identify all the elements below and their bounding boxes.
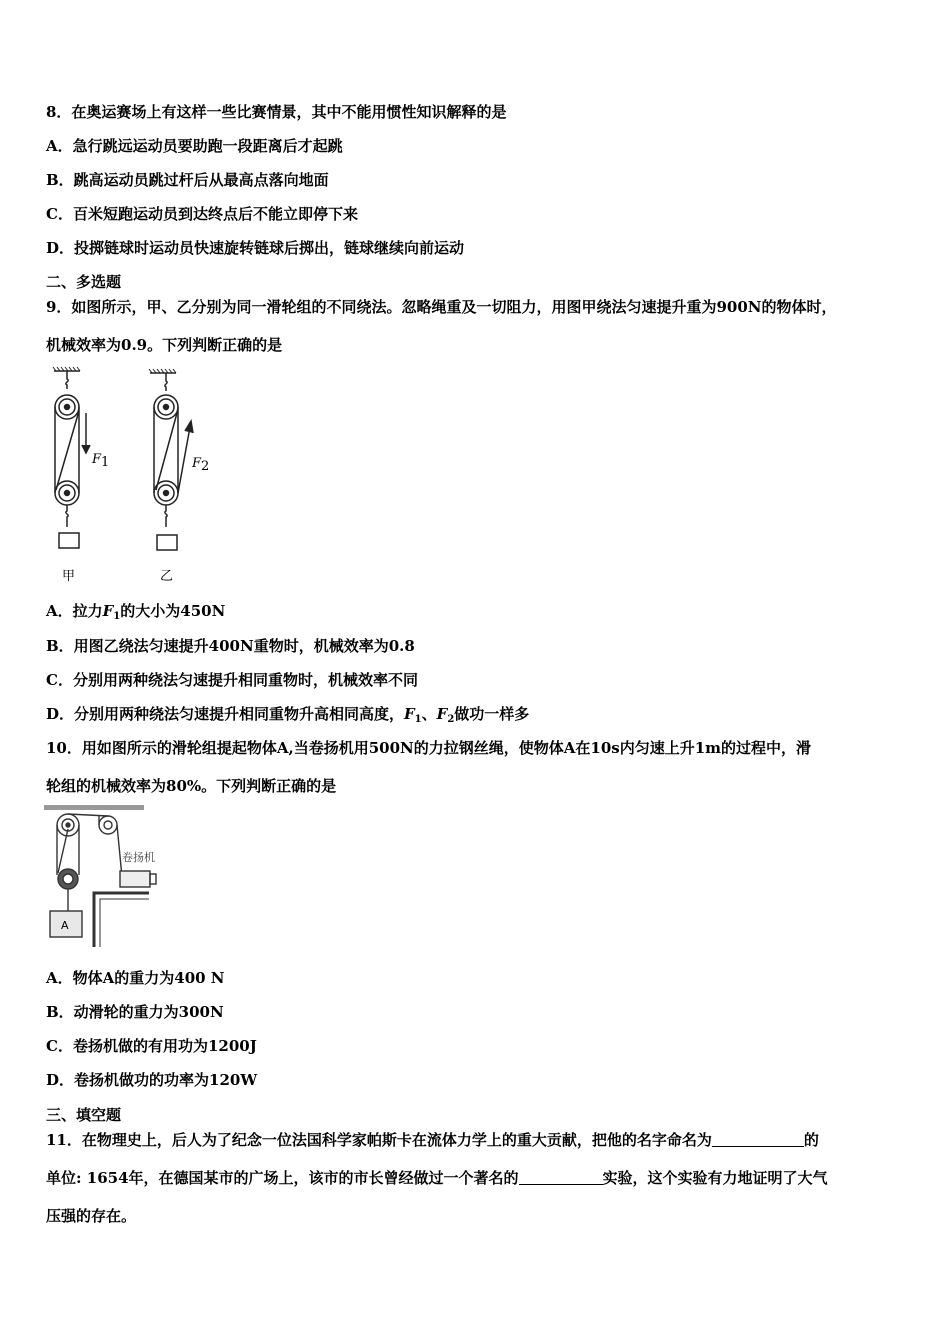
q9-option-b: B．用图乙绕法匀速提升400N重物时，机械效率为0.8 bbox=[46, 637, 415, 655]
q10-option-b: B．动滑轮的重力为300N bbox=[46, 1003, 224, 1021]
q10-option-a: A．物体A的重力为400 N bbox=[46, 969, 225, 987]
q8-option-b: B．跳高运动员跳过杆后从最高点落向地面 bbox=[46, 171, 329, 189]
q9-option-c: C．分别用两种绕法匀速提升相同重物时，机械效率不同 bbox=[46, 671, 418, 689]
q11-line1-post: 的 bbox=[803, 1131, 819, 1149]
q9-option-a-sub: 1 bbox=[113, 611, 121, 622]
q9-option-d-post: 做功一样多 bbox=[454, 705, 530, 723]
q9-stem-line2: 机械效率为0.9。下列判断正确的是 bbox=[46, 336, 283, 354]
q9-option-d-f1: F bbox=[404, 705, 415, 723]
q9-option-a-post: 的大小为450N bbox=[120, 602, 226, 620]
q8-option-d: D．投掷链球时运动员快速旋转链球后掷出，链球继续向前运动 bbox=[46, 239, 465, 257]
section-fill-in: 三、填空题 bbox=[46, 1106, 122, 1124]
q9-option-d bbox=[46, 704, 529, 730]
q9-option-d-pre: D．分别用两种绕法匀速提升相同重物升高相同高度， bbox=[46, 705, 405, 723]
q9-label-jia: 甲 bbox=[62, 569, 76, 584]
q11-line1-pre: 11．在物理史上，后人为了纪念一位法国科学家帕斯卡在流体力学上的重大贡献，把他的名字命名为 bbox=[46, 1131, 712, 1149]
q11-line3: 压强的存在。 bbox=[46, 1207, 137, 1225]
q9-option-a-pre: A．拉力 bbox=[46, 602, 103, 620]
q11-line1 bbox=[46, 1130, 819, 1150]
q11-line2-post: 实验，这个实验有力地证明了大气 bbox=[602, 1169, 828, 1187]
q10-stem-line1: 10．用如图所示的滑轮组提起物体A,当卷扬机用500N的力拉钢丝绳，使物体A在10s内匀速上升1m的过程中，滑 bbox=[46, 739, 812, 757]
q9-option-d-sep: 、 bbox=[421, 705, 437, 723]
q10-stem-line2: 轮组的机械效率为80%。下列判断正确的是 bbox=[46, 777, 337, 795]
q10-option-d: D．卷扬机做功的功率为120W bbox=[46, 1071, 258, 1089]
q9-f1-label: F bbox=[92, 452, 102, 467]
q9-option-d-f2: F bbox=[436, 705, 448, 723]
q9-f2-label: F bbox=[192, 456, 202, 471]
q8-option-a: A．急行跳远运动员要助跑一段距离后才起跳 bbox=[46, 137, 343, 155]
q8-stem: 8．在奥运赛场上有这样一些比赛情景，其中不能用惯性知识解释的是 bbox=[46, 103, 507, 121]
q11-blank-1[interactable] bbox=[712, 1132, 804, 1147]
q10-block-label: A bbox=[61, 919, 69, 932]
q9-stem-line1: 9．如图所示，甲、乙分别为同一滑轮组的不同绕法。忽略绳重及一切阻力，用图甲绕法匀速提升重为900N的物体时， bbox=[46, 298, 837, 316]
section-multiple-choice: 二、多选题 bbox=[46, 273, 122, 291]
q9-option-d-sub2: 2 bbox=[447, 714, 455, 725]
q8-option-c: C．百米短跑运动员到达终点后不能立即停下来 bbox=[46, 205, 358, 223]
q9-f2-sub: 2 bbox=[201, 459, 210, 474]
q9-label-yi: 乙 bbox=[160, 569, 174, 584]
q11-line2-pre: 单位: 1654年，在德国某市的广场上，该市的市长曾经做过一个著名的 bbox=[46, 1169, 519, 1187]
q9-option-a bbox=[46, 601, 225, 627]
q11-blank-2[interactable] bbox=[519, 1170, 603, 1185]
q9-pulley-figure bbox=[40, 365, 230, 590]
q10-winch-label: 卷扬机 bbox=[122, 851, 155, 864]
q9-f1-sub: 1 bbox=[101, 455, 110, 470]
q10-option-c: C．卷扬机做的有用功为1200J bbox=[46, 1037, 257, 1055]
q9-option-a-force: F bbox=[102, 602, 114, 620]
q11-line2 bbox=[46, 1168, 828, 1188]
q10-winch-figure bbox=[44, 805, 174, 953]
q9-option-d-sub1: 1 bbox=[414, 714, 422, 725]
